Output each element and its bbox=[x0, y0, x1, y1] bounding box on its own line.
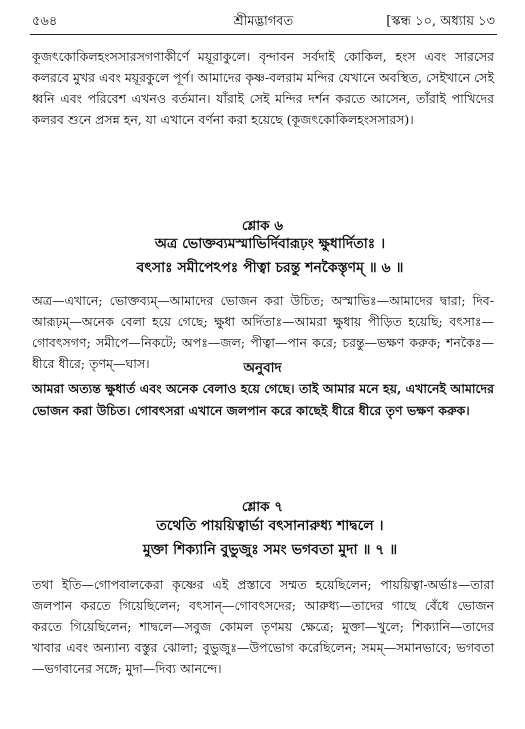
section-reference: [স্কন্ধ ১০, অধ্যায় ১৩ bbox=[386, 14, 495, 29]
purport-paragraph: কূজৎকোকিলহংসসারসগণাকীর্ণে ময়ূরাকুলে। বৃন্দাবন সর্বদাই কোকিল, হংস এবং সারসের কলরবে মুখর এবং ময়ূরকুলে পূর্ণ। আমাদের কৃষ্ণ-বলরাম মন্দির যেখানে অবস্থিত, সেইখানে সেই ধ্বনি এবং পরিবেশ এখনও বর্তমান। যাঁরাই সেই মন্দির দর্শন করতে আসেন, তাঁরাই পাখিদের কলরব শুনে প্রসন্ন হন, যা এখানে বর্ণনা করা হয়েছে (কূজৎকোকিলহংসসারস)। bbox=[32, 49, 494, 127]
page-header bbox=[32, 10, 495, 30]
verse-6-line-1: অত্র ভোক্তব্যমস্মাভির্দিবারূঢ়ং ক্ষুধার্দিতাঃ । bbox=[154, 236, 386, 252]
header-rule bbox=[30, 34, 497, 35]
translation-heading: অনুবাদ bbox=[243, 360, 282, 376]
page-number: ৫৬৪ bbox=[32, 14, 58, 29]
verse-6-heading: শ্লোক ৬ bbox=[241, 218, 284, 234]
book-title: শ্রীমদ্ভাগবত bbox=[233, 14, 294, 29]
verse-7-heading: শ্লোক ৭ bbox=[241, 499, 284, 515]
verse-7-line-2: মুক্তা শিক্যানি বুভুজুঃ সমং ভগবতা মুদা ॥ ৭ ॥ bbox=[142, 542, 398, 558]
verse-6-text bbox=[60, 232, 480, 280]
verse-7-text bbox=[60, 514, 480, 562]
verse-6-line-2: বৎসাঃ সমীপেঽপঃ পীত্বা চরন্তু শনকৈস্তৃণম্ ॥ ৬ ॥ bbox=[136, 260, 404, 276]
verse-7-line-1: তথেতি পায়য়িত্বার্ভা বৎসানারুধ্য শাদ্বলে । bbox=[156, 518, 384, 534]
verse-7-synonyms: তথা ইতি—গোপবালকেরা কৃষ্ণের এই প্রস্তাবে সম্মত হয়েছিলেন; পায়য়িত্বা-অর্ভাঃ—তারা জলপান করতে গিয়েছিলেন; বৎসান্—গোবৎসদের; আরুধ্য—তাদের গাছে বেঁধে ভোজন করতে গিয়েছিলেন; শাদ্বলে—সবুজ কোমল তৃণময় ক্ষেত্রে; মুক্তা—খুলে; শিক্যানি—তাদের খাবার এবং অন্যান্য বস্তুর ঝোলা; বুভুজুঃ—উপভোগ করেছিলেন; সমম্—সমানভাবে; ভগবতা—ভগবানের সঙ্গে; মুদা—দিব্য আনন্দে। bbox=[32, 577, 494, 676]
verse-6-synonyms: অত্র—এখানে; ভোক্তব্যম্—আমাদের ভোজন করা উচিত; অস্মাভিঃ—আমাদের দ্বারা; দিব-আরূঢ়ম্—অনেক বেলা হয়ে গেছে; ক্ষুধা অর্দিতাঃ—আমরা ক্ষুধায় পীড়িত হয়েছি; বৎসাঃ—গোবৎসগণ; সমীপে—নিকটে; অপঃ—জল; পীত্বা—পান করে; চরন্তু—ভক্ষণ করুক; শনকৈঃ—ধীরে ধীরে; তৃণম্—ঘাস। bbox=[32, 293, 494, 371]
verse-6-translation: আমরা অত্যন্ত ক্ষুধার্ত এবং অনেক বেলাও হয়ে গেছে। তাই আমার মনে হয়, এখানেই আমাদের ভোজন করা উচিত। গোবৎসরা এখানে জলপান করে কাছেই ধীরে ধীরে তৃণ ভক্ষণ করুক। bbox=[32, 381, 494, 418]
